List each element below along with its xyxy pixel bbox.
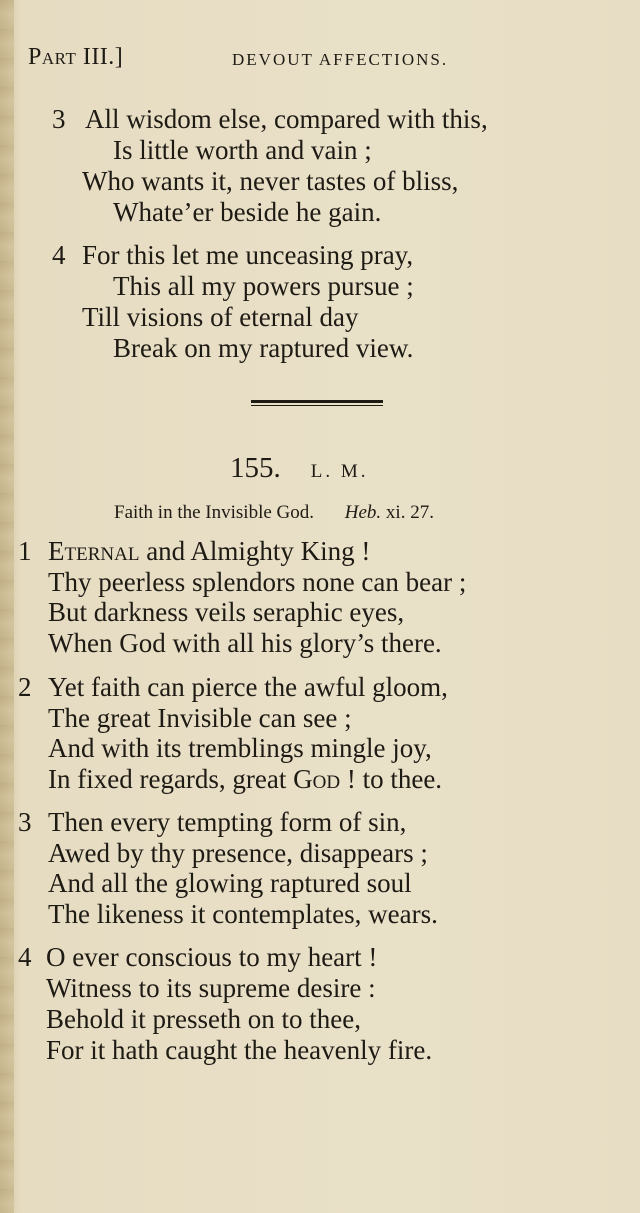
hymn-number: 155. bbox=[230, 452, 281, 484]
reference-verse: xi. 27. bbox=[385, 502, 434, 523]
verse-line: When God with all his glory’s there. bbox=[48, 628, 442, 658]
section-divider bbox=[251, 400, 383, 406]
divine-name: God bbox=[293, 764, 341, 794]
verse-line: Behold it presseth on to thee, bbox=[46, 1004, 361, 1034]
stanza-number: 4 bbox=[18, 942, 32, 972]
verse-line: For this let me unceasing pray, bbox=[82, 240, 414, 270]
hymn-theme: Faith in the Invisible God. bbox=[114, 502, 315, 523]
verse-line: O ever conscious to my heart ! bbox=[46, 942, 378, 972]
verse-line: Witness to its supreme desire : bbox=[46, 973, 376, 1003]
verse-line: Who wants it, never tastes of bliss, bbox=[82, 166, 459, 196]
verse-line: All wisdom else, compared with this, bbox=[85, 104, 488, 134]
first-line-rest: and Almighty King ! bbox=[139, 536, 371, 566]
verse-line: Whate’er beside he gain. bbox=[113, 197, 382, 227]
reference-book: Heb. bbox=[344, 502, 382, 523]
section-title: DEVOUT AFFECTIONS. bbox=[232, 50, 449, 69]
verse-line: The great Invisible can see ; bbox=[48, 703, 352, 733]
verse-line: Till visions of eternal day bbox=[82, 302, 359, 332]
verse-line: Then every tempting form of sin, bbox=[48, 807, 407, 837]
line-segment: In fixed regards, great bbox=[48, 764, 294, 794]
verse-line: Awed by thy presence, disappears ; bbox=[48, 838, 428, 868]
page-gutter bbox=[0, 0, 14, 1213]
verse-line: This all my powers pursue ; bbox=[113, 271, 414, 301]
verse-line: Break on my raptured view. bbox=[113, 333, 414, 363]
verse-line: And with its tremblings mingle joy, bbox=[48, 733, 432, 763]
stanza-number: 3 bbox=[52, 104, 66, 134]
hymn-heading bbox=[230, 452, 369, 485]
verse-line: For it hath caught the heavenly fire. bbox=[46, 1035, 433, 1065]
verse-line bbox=[48, 536, 370, 566]
stanza-number: 4 bbox=[52, 240, 66, 270]
verse-line: Is little worth and vain ; bbox=[113, 135, 372, 165]
line-segment: ! to thee. bbox=[340, 764, 443, 794]
first-word: Eternal bbox=[48, 536, 140, 566]
verse-line: The likeness it contemplates, wears. bbox=[48, 899, 438, 929]
verse-line: And all the glowing raptured soul bbox=[48, 868, 412, 898]
hymn-subtitle bbox=[114, 502, 434, 524]
scripture-reference bbox=[345, 502, 434, 523]
verse-line: But darkness veils seraphic eyes, bbox=[48, 597, 405, 627]
part-label: Part III.] bbox=[28, 44, 124, 70]
verse-line: Yet faith can pierce the awful gloom, bbox=[48, 672, 448, 702]
stanza-number: 3 bbox=[18, 807, 32, 837]
verse-line: Thy peerless splendors none can bear ; bbox=[48, 567, 467, 597]
running-header bbox=[28, 44, 588, 78]
stanza-number: 2 bbox=[18, 672, 32, 702]
stanza-number: 1 bbox=[18, 536, 32, 566]
verse-line bbox=[48, 764, 442, 794]
hymn-meter: L. M. bbox=[310, 461, 369, 482]
